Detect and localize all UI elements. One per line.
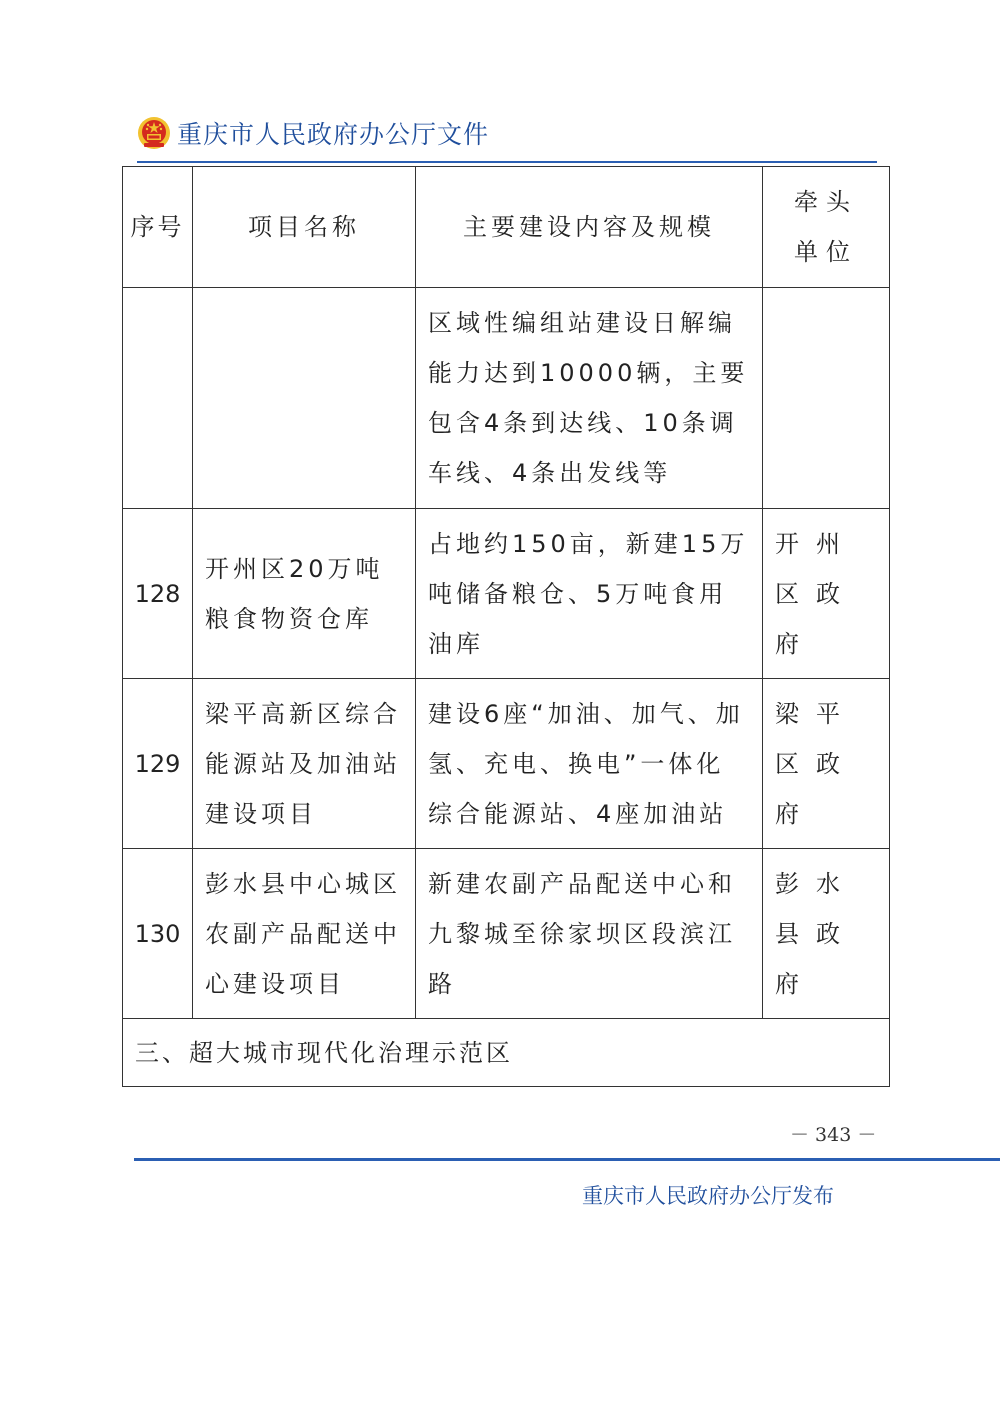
row-lead-unit <box>763 288 890 509</box>
row-project-name: 开州区20万吨粮食物资仓库 <box>193 509 416 679</box>
table-row <box>123 288 890 509</box>
section-heading-row <box>123 1019 890 1087</box>
row-project-name: 彭水县中心城区农副产品配送中心建设项目 <box>193 849 416 1019</box>
row-project-name: 梁平高新区综合能源站及加油站建设项目 <box>193 679 416 849</box>
project-table <box>122 166 890 1087</box>
row-lead-unit: 彭水县政府 <box>763 849 890 1019</box>
table-row <box>123 679 890 849</box>
header-divider <box>137 161 877 163</box>
section-heading: 三、超大城市现代化治理示范区 <box>123 1019 890 1087</box>
column-header-content: 主要建设内容及规模 <box>416 167 763 288</box>
footer-publisher: 重庆市人民政府办公厅发布 <box>582 1184 834 1208</box>
row-lead-unit: 开州区政府 <box>763 509 890 679</box>
column-header-number: 序号 <box>123 167 193 288</box>
row-content: 新建农副产品配送中心和九黎城至徐家坝区段滨江路 <box>416 849 763 1019</box>
footer-divider <box>134 1158 1000 1161</box>
national-emblem-icon <box>137 116 171 150</box>
table-header-row <box>123 167 890 288</box>
table-row <box>123 509 890 679</box>
column-header-project-name: 项目名称 <box>193 167 416 288</box>
table-row <box>123 849 890 1019</box>
document-header <box>137 113 489 153</box>
row-number: 130 <box>123 849 193 1019</box>
header-title: 重庆市人民政府办公厅文件 <box>177 120 490 149</box>
page-number: － 343 － <box>790 1124 877 1146</box>
row-number: 128 <box>123 509 193 679</box>
row-lead-unit: 梁平区政府 <box>763 679 890 849</box>
row-project-name <box>193 288 416 509</box>
row-number: 129 <box>123 679 193 849</box>
row-number <box>123 288 193 509</box>
row-content: 建设6座“加油、加气、加氢、充电、换电”一体化综合能源站、4座加油站 <box>416 679 763 849</box>
row-content: 区域性编组站建设日解编能力达到10000辆，主要包含4条到达线、10条调车线、4条出发线等 <box>416 288 763 509</box>
column-header-lead-unit: 牵头单位 <box>763 167 890 288</box>
row-content: 占地约150亩，新建15万吨储备粮仓、5万吨食用油库 <box>416 509 763 679</box>
